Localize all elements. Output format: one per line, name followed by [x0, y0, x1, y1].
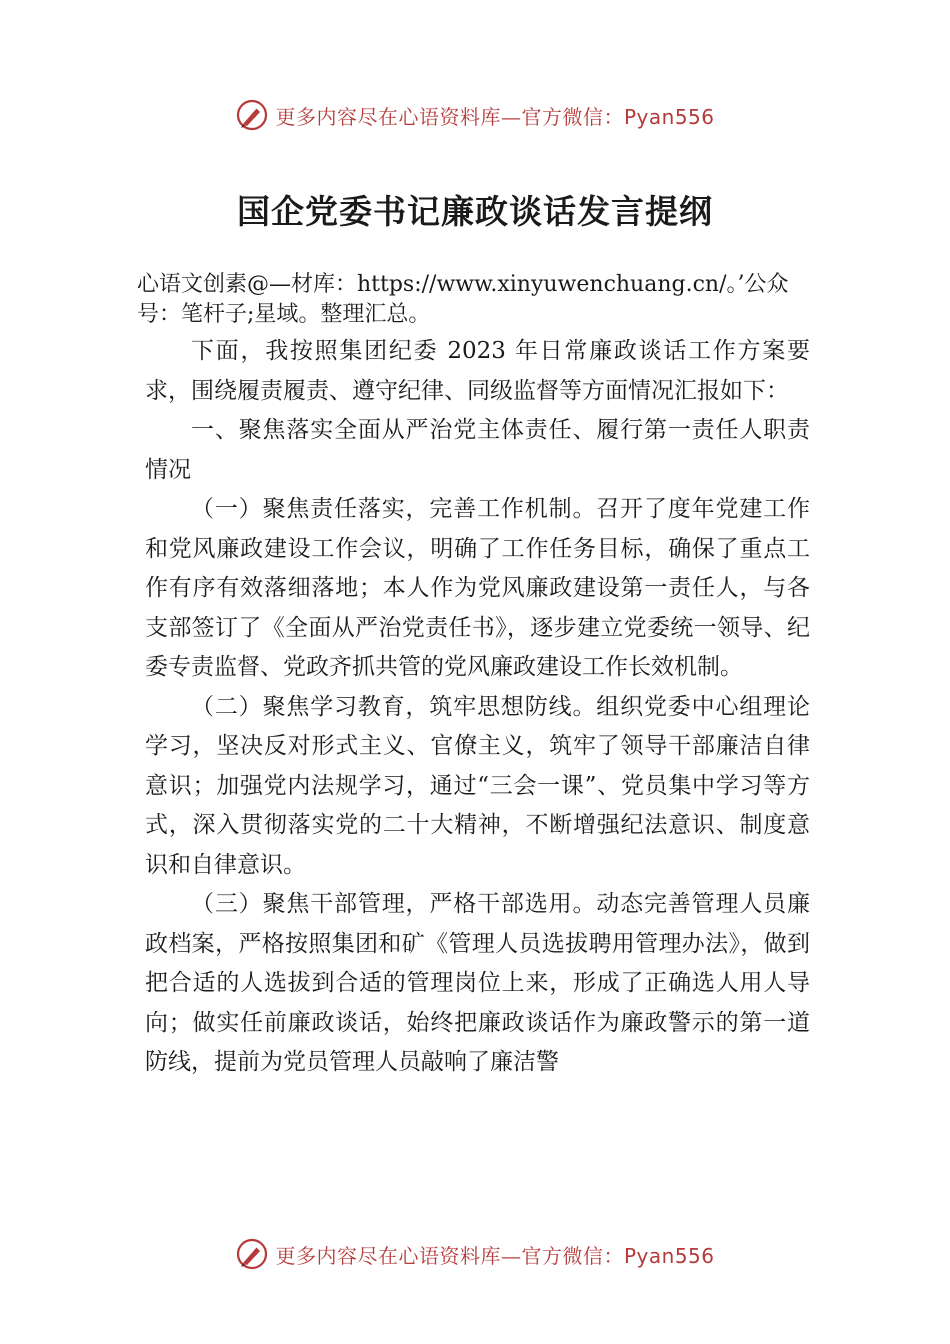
watermark-text: 更多内容尽在心语资料库—官方微信：Pyan556 — [275, 104, 715, 129]
footer-watermark-banner — [0, 1232, 950, 1276]
paragraph-item-3: （三）聚焦干部管理，严格干部选用。动态完善管理人员廉政档案，严格按照集团和矿《管理人员选拔聘用管理办法》，做到把合适的人选拔到合适的管理岗位上来，形成了正确选人用人导向；做实任前廉政谈话，始终把廉政谈话作为廉政警示的第一道防线，提前为党员管理人员敲响了廉洁警 — [145, 891, 810, 1075]
document-body — [145, 332, 810, 1083]
paragraph-item-2: （二）聚焦学习教育，筑牢思想防线。组织党委中心组理论学习，坚决反对形式主义、官僚主义，筑牢了领导干部廉洁自律意识；加强党内法规学习，通过“三会一课”、党员集中学习等方式，深入贯彻落实党的二十大精神，不断增强纪法意识、制度意识和自律意识。 — [145, 693, 810, 878]
section-heading: 一、聚焦落实全面从严治党主体责任、履行第一责任人职责情况 — [145, 417, 810, 483]
paragraph-item-1: （一）聚焦责任落实，完善工作机制。召开了度年党建工作和党风廉政建设工作会议，明确了工作任务目标，确保了重点工作有序有效落细落地；本人作为党风廉政建设第一责任人，与各支部签订了《全面从严治党责任书》，逐步建立党委统一领导、纪委专责监督、党政齐抓共管的党风廉政建设工作长效机制。 — [145, 496, 810, 680]
document-title: 国企党委书记廉政谈话发言提纲 — [237, 192, 713, 231]
source-line: 心语文创素@—材库：https://www.xinyuwenchuang.cn/。’公众号：笔杆子;星域。整理汇总。 — [137, 272, 789, 327]
watermark-text: 更多内容尽在心语资料库—官方微信：Pyan556 — [275, 1243, 715, 1268]
pen-logo-icon — [235, 98, 269, 132]
header-watermark-banner — [0, 93, 950, 137]
pen-logo-icon — [235, 1237, 269, 1271]
paragraph-intro: 下面，我按照集团纪委 2023 年日常廉政谈话工作方案要求，围绕履责履责、遵守纪律、同级监督等方面情况汇报如下： — [145, 338, 810, 404]
